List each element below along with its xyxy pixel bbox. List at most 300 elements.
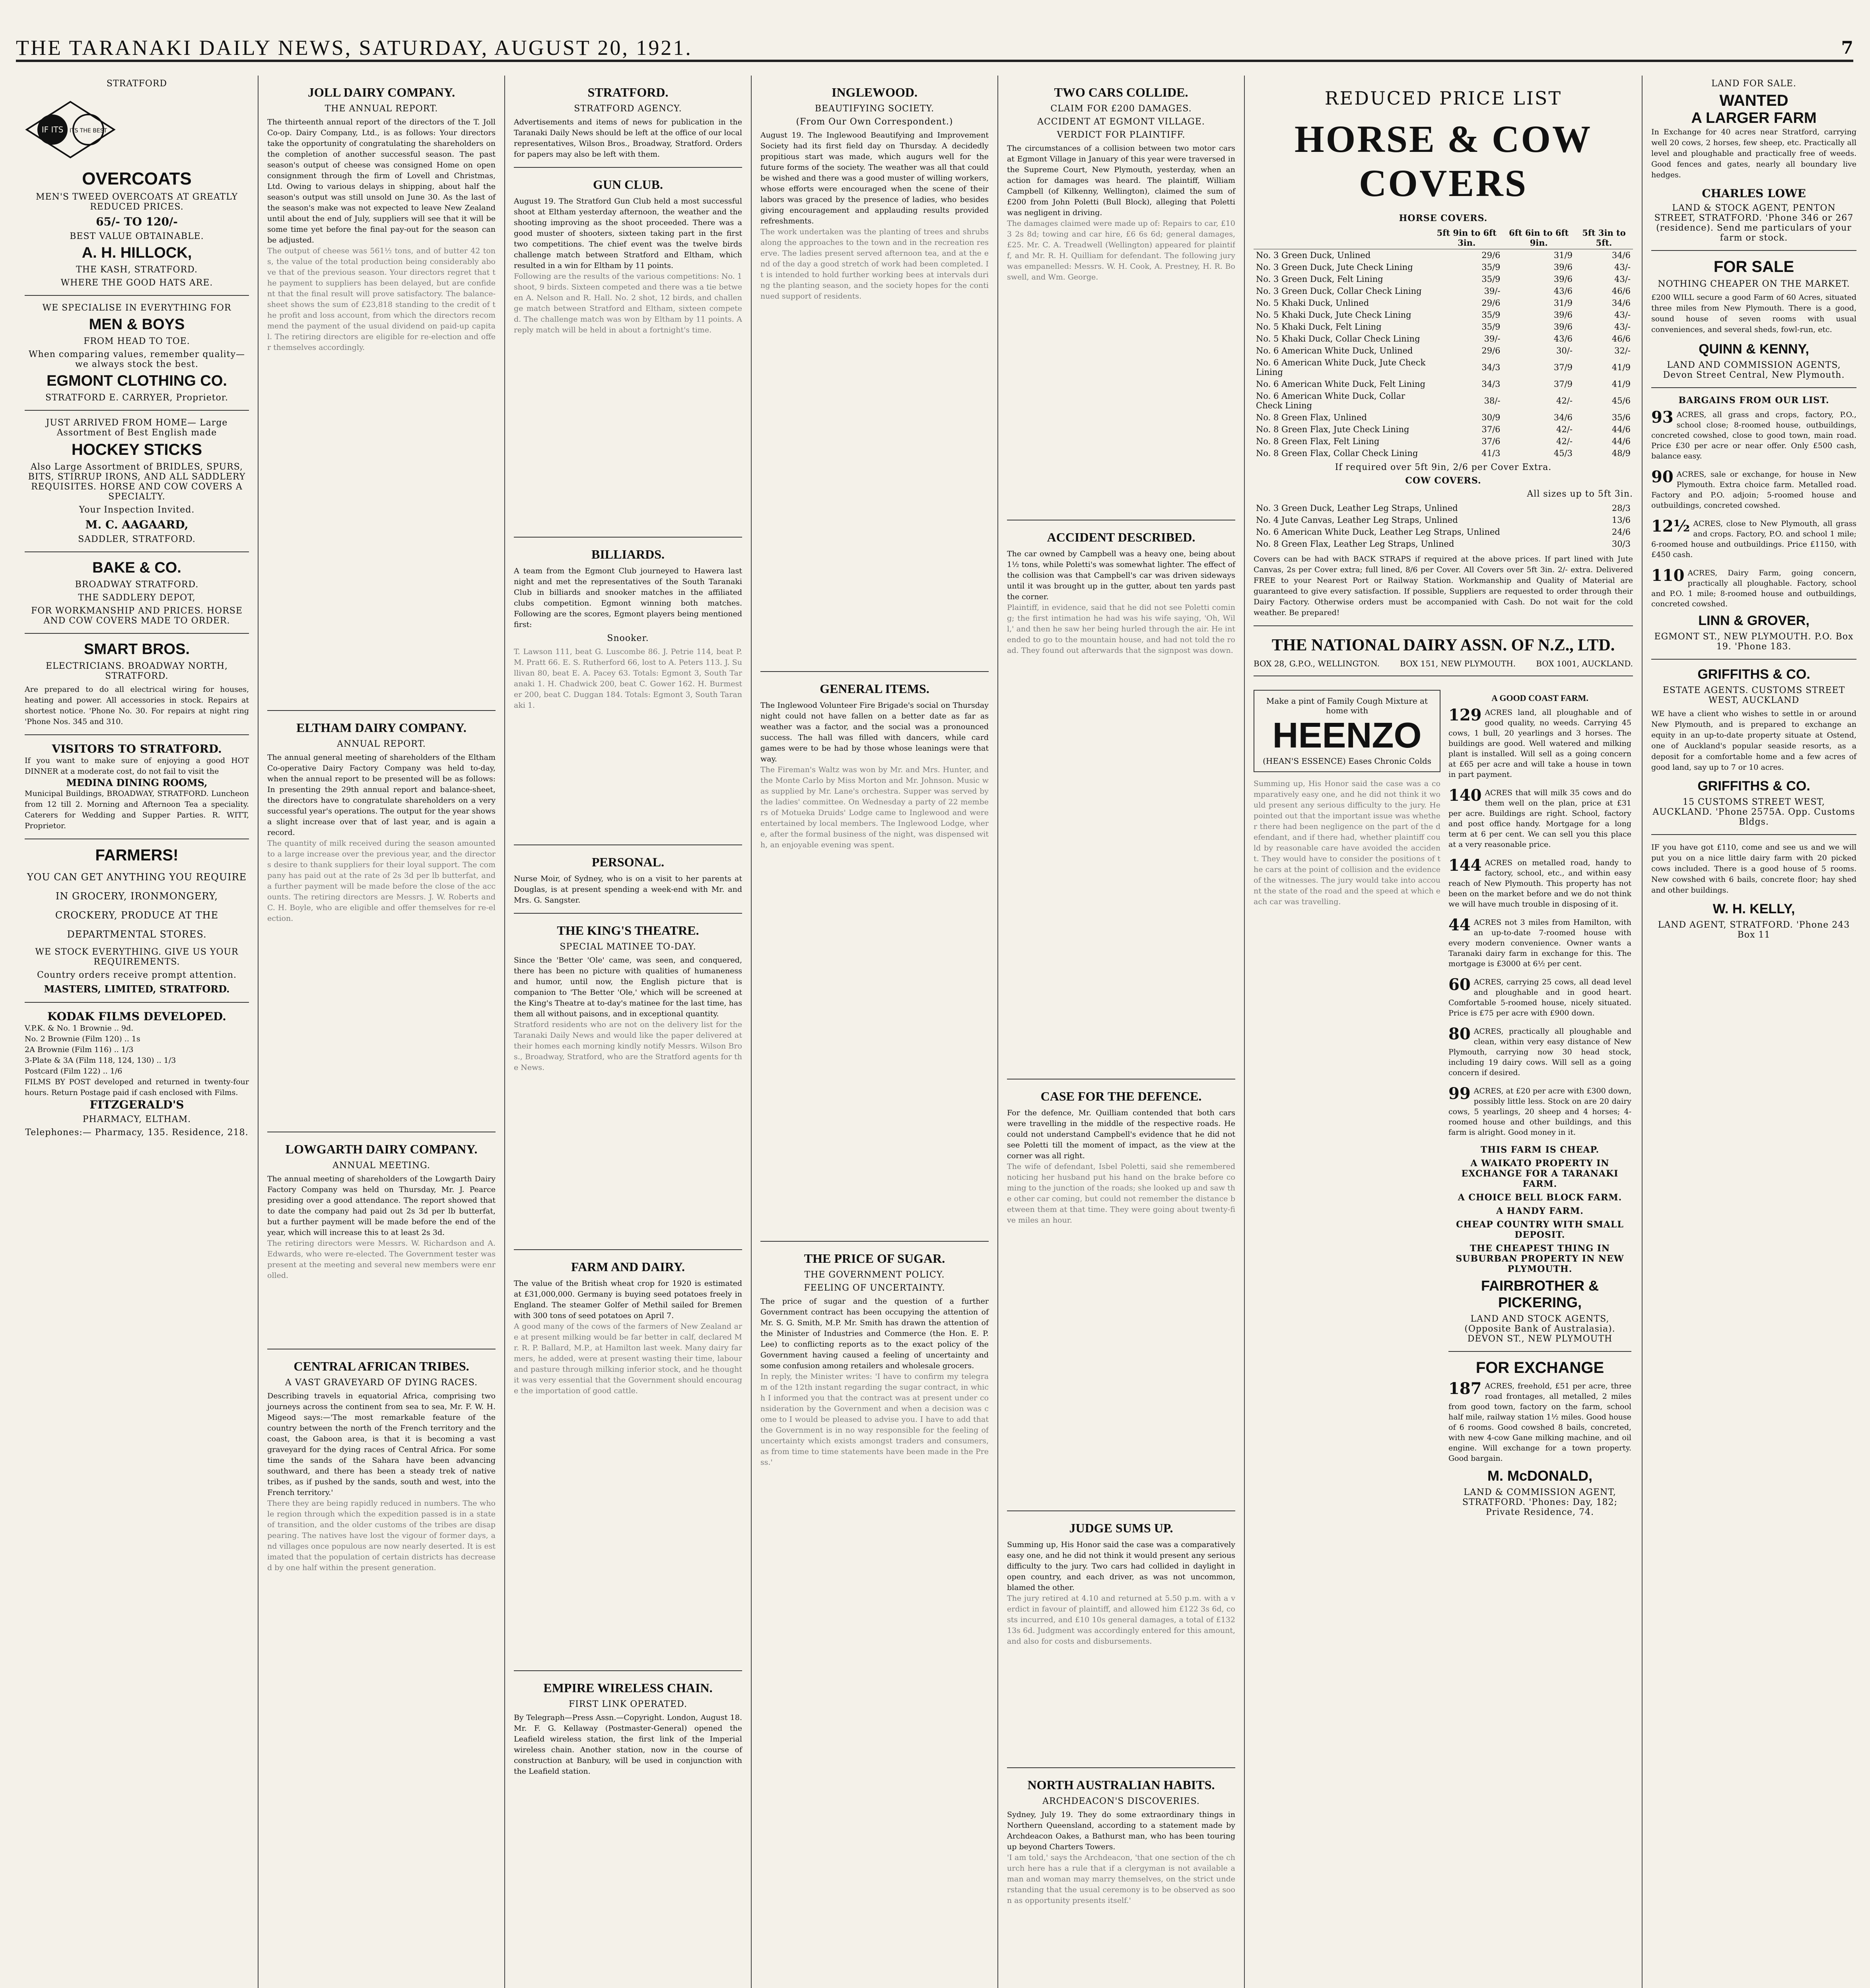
general-items-heading: GENERAL ITEMS. — [820, 681, 929, 696]
page-number: 7 — [1841, 37, 1853, 58]
table-cell: 42/- — [1556, 437, 1573, 446]
table-cell: 29/6 — [1481, 250, 1501, 260]
defence-body: For the defence, Mr. Quilliam contended that both cars were travelling in the middle of the respective roads. He could not understand Campbell's evidence that he did not see Poletti till the moment of impact, as the view at the corner was all right. — [1007, 1109, 1235, 1160]
snooker-heading: Snooker. — [607, 633, 649, 643]
medina-heading: MEDINA DINING ROOMS, — [66, 777, 208, 788]
described-heading: ACCIDENT DESCRIBED. — [1047, 530, 1195, 544]
inglewood-body: August 19. The Inglewood Beautifying and Improvement Society had its first field day on Thursday. A decidedly propitious start was made, which augurs well for the future forms of the society. The weather was all that could be wished and there was a good muster of willing workers, whose efforts were encouraged when the scene of their labors was graced by the presence of ladies, who besides giving encouragement and applauding results provided refreshments. — [760, 131, 989, 225]
listing-item — [1448, 977, 1631, 1018]
table-row — [1254, 321, 1633, 333]
table-cell: No. 8 Green Flax, Leather Leg Straps, Unlined — [1256, 539, 1454, 549]
lowe-sub: LAND & STOCK AGENT, PENTON STREET, STRATFORD. 'Phone 346 or 267 (residence). Send me particulars of your farm or stock. — [1654, 203, 1854, 243]
country-text: Country orders receive prompt attention. — [37, 970, 237, 980]
horse-covers-table — [1254, 227, 1633, 459]
kelly-body: IF you have got £110, come and see us and we will put you on a nice little dairy farm with 20 picked cows included. There is a good house of 5 rooms. New cowshed with 6 bails, concrete floor; hay shed and other buildings. — [1651, 843, 1856, 895]
kelly-sub: LAND AGENT, STRATFORD. 'Phone 243 Box 11 — [1658, 920, 1850, 940]
visitors-heading: VISITORS TO STRATFORD. — [52, 742, 222, 755]
hillock-name: A. H. HILLOCK, — [82, 245, 192, 261]
table-row — [1254, 526, 1633, 538]
judge-heading: JUDGE SUMS UP. — [1069, 1521, 1173, 1535]
column-5 — [998, 76, 1245, 1988]
table-cell: 41/3 — [1481, 448, 1501, 458]
kash-address: THE KASH, STRATFORD. — [76, 265, 198, 275]
fitzgerald-name: FITZGERALD'S — [89, 1098, 184, 1111]
table-cell: 28/3 — [1611, 503, 1631, 513]
joll-heading: JOLL DAIRY COMPANY. — [307, 85, 455, 99]
table-row — [1254, 412, 1633, 423]
listing-number: 90 — [1651, 468, 1674, 486]
described-body: The car owned by Campbell was a heavy one, being about 1½ tons, while Poletti's was somewhat lighter. The effect of the collision was that Campbell's car was driven sideways until it was brought up in the gutter, about ten yards past the corner. — [1007, 549, 1235, 601]
wanted-heading: WANTED — [1719, 92, 1788, 109]
wireless-sub: FIRST LINK OPERATED. — [569, 1699, 687, 1709]
aagaard-sub: SADDLER, STRATFORD. — [78, 534, 196, 544]
heenzo-ad — [1254, 690, 1440, 772]
table-cell: No. 8 Green Flax, Jute Check Lining — [1256, 425, 1409, 434]
table-row — [1254, 447, 1633, 459]
table-cell: No. 8 Green Flax, Felt Lining — [1256, 437, 1380, 446]
aagaard-name: M. C. AAGAARD, — [85, 518, 189, 531]
table-cell: 39/6 — [1553, 322, 1573, 332]
col-header: 6ft 6in to 6ft 9in. — [1503, 227, 1575, 249]
column-3 — [505, 76, 752, 1988]
table-cell: 39/- — [1484, 286, 1501, 296]
beautifying-heading: BEAUTIFYING SOCIETY. — [814, 104, 935, 114]
north-heading: NORTH AUSTRALIAN HABITS. — [1027, 1778, 1215, 1792]
griffiths-body: WE have a client who wishes to settle in or around New Plymouth, and is prepared to exchange an equity in an up-to-date property situate at Ostend, one of Auckland's popular seaside resorts, as a deposit for a comfortable home and a few acres of good land, say up to 7 or 10 acres. — [1651, 709, 1856, 772]
bell-heading: A CHOICE BELL BLOCK FARM. — [1458, 1192, 1622, 1203]
north-sub: ARCHDEACON'S DISCOVERIES. — [1042, 1796, 1200, 1806]
table-cell: No. 5 Khaki Duck, Felt Lining — [1256, 322, 1382, 332]
judge-body: Summing up, His Honor said the case was a comparatively easy one, and he did not think it would present any serious difficulty to the jury. Two cars had collided in daylight in open country, and each driver, as was not uncommon, blamed the other. — [1007, 1540, 1235, 1592]
joll-subheading: THE ANNUAL REPORT. — [325, 104, 438, 114]
table-cell: No. 3 Green Duck, Unlined — [1256, 250, 1371, 260]
listing-number: 12½ — [1651, 517, 1690, 536]
column-4 — [752, 76, 998, 1988]
cow-note: Covers can be had with BACK STRAPS if required at the above prices. If part lined with Jute Canvas, 2s per Cover extra; full lined, 8/6 per Cover. All Covers over 5ft 3in. 2/- extra. Delivered FREE to your Nearest Port or Railway Station. Workmanship and Quality of Material are guaranteed to give every satisfaction. If possible, Suppliers are requested to order through their Dairy Factory. Otherwise orders must be accompanied with Cash. Do not wait for the cold weather. Be prepared! — [1254, 555, 1633, 617]
eltham-heading: ELTHAM DAIRY COMPANY. — [296, 720, 467, 735]
table-cell: No. 6 American White Duck, Unlined — [1256, 346, 1413, 355]
listing-item — [1651, 518, 1856, 560]
bargains-heading: BARGAINS FROM OUR LIST. — [1678, 395, 1829, 406]
column-1 — [16, 76, 259, 1988]
griffiths2-sub: 15 CUSTOMS STREET WEST, AUCKLAND. 'Phone 2575A. Opp. Customs Bldgs. — [1652, 797, 1855, 827]
table-cell: 24/6 — [1611, 527, 1631, 537]
table-row — [1254, 357, 1633, 378]
article-text-block: The retiring directors were Messrs. W. Richardson and A. Edwards, who were re-elected. The Government tester was present at the meeting and several new members were enrolled. — [267, 1239, 496, 1280]
listing-text: ACRES, close to New Plymouth, all grass and crops. Factory, P.O. and school 1 mile; 6-roomed house and outbuildings. Price £1150, with £450 cash. — [1651, 519, 1856, 559]
table-cell: 34/3 — [1481, 379, 1501, 389]
stratford-heading: STRATFORD. — [587, 85, 669, 99]
reduced-price-title: REDUCED PRICE LIST — [1324, 87, 1562, 109]
personal-body: Nurse Moir, of Sydney, who is on a visit to her parents at Douglas, is at present spending a week-end with Mr. and Mrs. G. Sangster. — [514, 874, 742, 905]
table-cell: 41/9 — [1611, 363, 1631, 372]
listing-text: ACRES, sale or exchange, for house in New Plymouth. Extra choice farm. Metalled road. Factory and P.O. adjoin; 5-roomed house and outbuildings, concreted cowshed. — [1651, 470, 1856, 510]
listing-item — [1651, 410, 1856, 461]
table-cell: 30/3 — [1611, 539, 1631, 549]
table-cell: 39/6 — [1553, 310, 1573, 320]
table-cell: 30/9 — [1481, 413, 1501, 422]
table-row — [1254, 285, 1633, 297]
visitors-body: If you want to make sure of enjoying a good HOT DINNER at a moderate cost, do not fail to visit the — [25, 756, 249, 776]
overcoat-price: 65/- TO 120/- — [96, 215, 178, 228]
linn-name: LINN & GROVER, — [1698, 613, 1810, 628]
quinn-sub: LAND AND COMMISSION AGENTS, Devon Street Central, New Plymouth. — [1663, 360, 1845, 380]
eltham-body: The annual general meeting of shareholders of the Eltham Co-operative Dairy Factory Company was held to-day, when the annual report to be presented will be as follows: In presenting the 29th annual report and balance-sheet, the directors have to congratulate shareholders on a very successful year's operations. The output for the year shows a slight increase over that of last year, and is again a record. — [267, 753, 496, 837]
table-cell: No. 6 American White Duck, Leather Leg Straps, Unlined — [1256, 527, 1500, 537]
kodak-line: 2A Brownie (Film 116) .. 1/3 — [25, 1045, 134, 1054]
larger-farm-heading: A LARGER FARM — [1691, 110, 1817, 126]
electricians-text: ELECTRICIANS. BROADWAY NORTH, STRATFORD. — [45, 661, 228, 681]
claim-sub: CLAIM FOR £200 DAMAGES. — [1050, 104, 1192, 114]
workmanship-text: FOR WORKMANSHIP AND PRICES. HORSE AND COW COVERS MADE TO ORDER. — [31, 606, 243, 626]
inspection-text: Your Inspection Invited. — [79, 505, 195, 515]
wireless-body: By Telegraph—Press Assn.—Copyright. London, August 18. Mr. F. G. Kellaway (Postmaster-General) opened the Leafield wireless station, the first link of the Imperial wireless chain. Another station, now in the course of construction at Banbury, will be used in conjunction with the Leafield station. — [514, 1713, 742, 1776]
table-row — [1254, 423, 1633, 435]
listing-number: 93 — [1651, 408, 1674, 427]
table-row — [1254, 309, 1633, 321]
sugar-sub-1: THE GOVERNMENT POLICY. — [804, 1270, 945, 1280]
table-cell: 37/6 — [1481, 437, 1501, 446]
land-sale-heading: LAND FOR SALE. — [1711, 79, 1796, 89]
listing-number: 129 — [1448, 706, 1482, 724]
listing-text: ACRES, Dairy Farm, going concern, practically all ploughable. Factory, school and P.O. 1 mile; 8-roomed house and outbuildings, concreted cowshed. — [1651, 569, 1856, 608]
masthead — [16, 36, 1853, 62]
films-by-post: FILMS BY POST developed and returned in twenty-four hours. Return Postage paid if cash enclosed with Films. — [25, 1077, 249, 1097]
exchange-number: 187 — [1448, 1379, 1482, 1398]
kodak-line: V.P.K. & No. 1 Brownie .. 9d. — [25, 1024, 134, 1033]
table-cell: 37/9 — [1553, 363, 1573, 372]
column-6 — [1245, 76, 1643, 1988]
african-subheading: A VAST GRAVEYARD OF DYING RACES. — [285, 1378, 478, 1388]
listing-item — [1651, 469, 1856, 511]
table-cell: No. 5 Khaki Duck, Jute Check Lining — [1256, 310, 1411, 320]
listing-number: 80 — [1448, 1025, 1471, 1043]
column-2 — [259, 76, 505, 1988]
agency-heading: STRATFORD AGENCY. — [574, 104, 682, 114]
smart-bros-heading: SMART BROS. — [84, 641, 190, 658]
article-text-block: T. Lawson 111, beat G. Luscombe 86. J. Petrie 114, beat P. M. Pratt 66. E. S. Rutherford 66, lost to A. Peters 113. J. Sullivan 80, beat E. A. Pacey 63. Totals: Egmont 3, South Taranaki 1. H. Chadwick 200, beat C. Gower 162. H. Burmester 200, beat C. Duggan 184. Totals: Egmont 3, South Taranaki 1. — [514, 647, 742, 710]
listing-text: ACRES not 3 miles from Hamilton, with an up-to-date 7-roomed house with every modern convenience. Owner wants a Taranaki dairy farm in exchange for this. The mortgage is £3000 at 6½ per cent. — [1448, 918, 1631, 968]
masters-name: MASTERS, LIMITED, STRATFORD. — [44, 983, 230, 995]
table-row — [1254, 502, 1633, 514]
listing-item — [1448, 788, 1631, 850]
bake-sub: BROADWAY STRATFORD. — [75, 580, 199, 590]
table-row — [1254, 249, 1633, 262]
saddlery-depot: THE SADDLERY DEPOT, — [78, 593, 196, 603]
masthead-title: THE TARANAKI DAILY NEWS, SATURDAY, AUGUST 20, 1921. — [16, 36, 692, 60]
table-cell: 34/3 — [1481, 363, 1501, 372]
cheap-heading: THIS FARM IS CHEAP. — [1480, 1145, 1600, 1155]
horse-note: If required over 5ft 9in, 2/6 per Cover Extra. — [1335, 462, 1552, 472]
table-cell: 32/- — [1614, 346, 1631, 355]
nda-box: BOX 151, NEW PLYMOUTH. — [1400, 659, 1516, 668]
table-row — [1254, 297, 1633, 309]
article-text-block: Following are the results of the various competitions: No. 1 shoot, 9 birds. Sixteen competed and there was a tie between A. Nelson and R. Hall. No. 2 shot, 12 birds, and challenge match between Stratford and Eltham, sixteen competed. The challenge match was won by Eltham by 11 points. A reply match will be held in about a fortnight's time. — [514, 272, 742, 334]
article-text-block: There they are being rapidly reduced in numbers. The whole region through which the expedition passed is in a state of transition, and the older customs of the tribes are disappearing. The natives have lost the vigour of former days, and villages once populous are now nearly deserted. It is estimated that the population of certain districts has decreased by one half within the present generation. — [267, 1499, 496, 1572]
inglewood-heading: INGLEWOOD. — [831, 85, 918, 99]
horse-covers-heading: HORSE COVERS. — [1399, 213, 1488, 223]
linn-sub: EGMONT ST., NEW PLYMOUTH. P.O. Box 19. 'Phone 183. — [1654, 632, 1854, 652]
table-cell: No. 8 Green Flax, Collar Check Lining — [1256, 448, 1418, 458]
article-text-block: The jury retired at 4.10 and returned at 5.50 p.m. with a verdict in favour of plaintiff, and allowed him £122 3s 6d, costs incurred, and £10 10s general damages, a total of £132 13s 6d. Judgment was accordingly entered for this amount, and also for costs and disbursements. — [1007, 1594, 1235, 1646]
gun-club-body: August 19. The Stratford Gun Club held a most successful shoot at Eltham yesterday afternoon, the weather and the shooting improving as the shoot proceeded. There was a good muster of shooters, sixteen taking part in the first two competitions. The chief event was the twelve birds challenge match between Stratford and Eltham, which resulted in a win for Eltham by 11 points. — [514, 197, 742, 270]
listing-item — [1651, 568, 1856, 609]
table-cell: No. 3 Green Duck, Leather Leg Straps, Unlined — [1256, 503, 1458, 513]
small-heading: CHEAP COUNTRY WITH SMALL DEPOSIT. — [1456, 1219, 1624, 1240]
nda-boxes — [1254, 659, 1633, 668]
table-cell: 45/3 — [1553, 448, 1573, 458]
pharmacy-text: PHARMACY, ELTHAM. — [82, 1114, 191, 1124]
table-cell: 46/6 — [1611, 286, 1631, 296]
listing-text: ACRES, practically all ploughable and clean, within very easy distance of New Plymouth, carrying now 30 head stock, including 19 dairy cows. Will sell as a going concern if desired. — [1448, 1027, 1631, 1077]
suburban-heading: THE CHEAPEST THING IN SUBURBAN PROPERTY IN NEW PLYMOUTH. — [1456, 1243, 1624, 1274]
farm-dairy-heading: FARM AND DAIRY. — [571, 1260, 685, 1274]
table-cell: 35/9 — [1481, 274, 1501, 284]
hockey-heading: HOCKEY STICKS — [71, 441, 202, 458]
column-7 — [1643, 76, 1865, 1988]
table-cell: 38/- — [1484, 396, 1501, 406]
table-cell: 13/6 — [1611, 515, 1631, 525]
lowe-name: CHARLES LOWE — [1702, 187, 1806, 200]
lowgarth-heading: LOWGARTH DAIRY COMPANY. — [285, 1142, 478, 1156]
article-text-block: Plaintiff, in evidence, said that he did not see Poletti coming; the first intimation he had was his wife saying, 'Oh, Will,' and then he saw her being hurled through the air. He intended to go to the mountain house, and had not told the road. They found out afterwards that the signpost was down. — [1007, 603, 1235, 655]
farmers-body: YOU CAN GET ANYTHING YOU REQUIRE IN GROCERY, IRONMONGERY, CROCKERY, PRODUCE AT THE DEPARTMENTAL STORES. — [27, 872, 247, 940]
billiards-heading: BILLIARDS. — [591, 547, 665, 561]
listing-text: ACRES, all grass and crops, factory, P.O., school close; 8-roomed house, outbuildings, concreted cowshed, close to good town, main road. Price £30 per acre or near offer. Only £500 cash, balance easy. — [1651, 410, 1856, 460]
kodak-heading: KODAK FILMS DEVELOPED. — [47, 1010, 226, 1023]
table-cell: No. 8 Green Flax, Unlined — [1256, 413, 1367, 422]
table-cell: 35/6 — [1611, 413, 1631, 422]
table-cell: 35/9 — [1481, 322, 1501, 332]
sale-body: £200 WILL secure a good Farm of 60 Acres, situated three miles from New Plymouth. There is a good, sound house of seven rooms with usual conveniences, and several sheds, fowl-run, etc. — [1651, 293, 1856, 334]
fairbrother-sub: LAND AND STOCK AGENTS, (Opposite Bank of Australasia). DEVON ST., NEW PLYMOUTH — [1464, 1314, 1615, 1344]
listing-text: ACRES, carrying 25 cows, all dead level and ploughable and in good heart. Comfortable 5-roomed house, nicely situated. Price is £75 per acre with £900 down. — [1448, 978, 1631, 1017]
cars-collide-heading: TWO CARS COLLIDE. — [1054, 85, 1188, 99]
men-boys-heading: MEN & BOYS — [89, 316, 185, 333]
bridles-text: Also Large Assortment of BRIDLES, SPURS, BITS, STIRRUP IRONS, AND ALL SADDLERY REQUISITES. HORSE AND COW COVERS A SPECIALTY. — [28, 462, 246, 502]
stratford-label: STRATFORD — [106, 79, 167, 89]
kodak-line: 3-Plate & 3A (Film 118, 124, 130) .. 1/3 — [25, 1056, 176, 1065]
article-text-block: The wife of defendant, Isbel Poletti, said she remembered noticing her husband put his hand on the brake before coming to the junction of the roads; she looked up and saw the other car coming, but could not remember the distance between them at that time. They were going about twenty-five miles an hour. — [1007, 1162, 1235, 1225]
best-badge-logo — [25, 100, 116, 159]
griffiths-name: GRIFFITHS & CO. — [1697, 667, 1810, 682]
overcoats-heading: OVERCOATS — [82, 169, 192, 188]
lowgarth-body: The annual meeting of shareholders of the Lowgarth Dairy Factory Company was held on Thursday, Mr. J. Pearce presiding over a good attendance. The report showed that to date the company had paid out 2s 3d per lb butterfat, but a further payment will be made before the end of the year, which will increase this to at least 2s 3d. — [267, 1175, 496, 1237]
listing-number: 140 — [1448, 786, 1482, 805]
heenzo-title: HEENZO — [1272, 716, 1422, 755]
eltham-subheading: ANNUAL REPORT. — [337, 739, 426, 749]
table-row — [1254, 435, 1633, 447]
table-cell: No. 3 Green Duck, Collar Check Lining — [1256, 286, 1422, 296]
article-text-block: The quantity of milk received during the season amounted to a large increase over the previous year, and the directors desire to thank suppliers for their loyal support. The company has paid out at the rate of 2s 3d per lb butterfat, and a further payment will be made before the close of the accounts. The retiring directors are Messrs. J. W. Roberts and C. H. Boyle, who are eligible and offer themselves for re-election. — [267, 839, 496, 923]
article-text-block: Stratford residents who are not on the delivery list for the Taranaki Daily News and would like the paper delivered at their homes each morning kindly notify Messrs. Wilson Bros., Broadway, Stratford, who are the Stratford agents for the News. — [514, 1020, 742, 1072]
lowgarth-subheading: ANNUAL MEETING. — [332, 1161, 430, 1171]
table-cell: 42/- — [1556, 396, 1573, 406]
accident-sub: ACCIDENT AT EGMONT VILLAGE. — [1037, 117, 1205, 127]
mens-tweed-text: MEN'S TWEED OVERCOATS AT GREATLY REDUCED PRICES. — [35, 192, 238, 212]
griffiths-sub: ESTATE AGENTS. CUSTOMS STREET WEST, AUCKLAND — [1662, 685, 1845, 705]
table-cell: No. 4 Jute Canvas, Leather Leg Straps, Unlined — [1256, 515, 1458, 525]
listing-number: 144 — [1448, 856, 1482, 875]
listing-text: ACRES on metalled road, handy to factory, school, etc., and within easy reach of New Plymouth. This property has not been on the market before and we do not think we will have much trouble in disposing of it. — [1448, 858, 1631, 909]
kodak-line: Postcard (Film 122) .. 1/6 — [25, 1067, 122, 1076]
correspondent-text: (From Our Own Correspondent.) — [796, 117, 953, 127]
exchange-listing — [1448, 1381, 1631, 1464]
table-cell: 34/6 — [1611, 250, 1631, 260]
article-text-block: The damages claimed were made up of: Repairs to car, £103 2s 8d; towing and car hire, £6 6s 6d; general damages, £25. Mr. C. A. Treadwell (Wellington) appeared for plaintiff, and Mr. R. H. Quilliam for defendant. The following jury was empanelled: Messrs. W. H. Cook, A. Prestney, H. R. Boswell, and Wm. George. — [1007, 219, 1235, 282]
listing-text: ACRES land, all ploughable and of good quality, no weeds. Carrying 45 cows, 1 bull, 20 yearlings and 3 horses. The buildings are good. Well watered and milking plant is installed. Will sell as a going concern at £65 per acre and will take a house in town in part payment. — [1448, 708, 1631, 779]
table-cell: 35/9 — [1481, 310, 1501, 320]
table-cell: 46/6 — [1611, 334, 1631, 344]
table-cell: 42/- — [1556, 425, 1573, 434]
table-cell: 34/6 — [1553, 413, 1573, 422]
col-header: 5ft 9in to 6ft 3in. — [1431, 227, 1503, 249]
exchange-text: ACRES, freehold, £51 per acre, three road frontages, all metalled, 2 miles from good town, factory on the farm, school half mile, railway station 1½ miles. Good house of 6 rooms. Good cowshed 8 bails, concreted, with new 4-cow Gane milking machine, and oil engine. Will exchange for a town property. Good bargain. — [1448, 1382, 1631, 1463]
table-cell: 35/9 — [1481, 262, 1501, 272]
north-body: Sydney, July 19. They do some extraordinary things in Northern Queensland, according to a statement made by Archdeacon Oakes, a Bathurst man, who has been touring up beyond Charters Towers. — [1007, 1810, 1235, 1851]
table-cell: 43/- — [1614, 262, 1631, 272]
article-text-block: A good many of the cows of the farmers of New Zealand are at present milking would be far better in calf, declared Mr. R. P. Ballard, M.P., at Hamilton last week. Many dairy farmers, he added, were at present wasting their time, labour and pasture through milking inferior stock, and he thought it was very essential that the Government should encourage the importation of good cattle. — [514, 1322, 742, 1395]
verdict-sub: VERDICT FOR PLAINTIFF. — [1057, 130, 1186, 140]
listing-number: 60 — [1448, 975, 1471, 994]
sugar-body: The price of sugar and the question of a further Government contract has been occupying the attention of Mr. S. G. Smith, M.P. Mr. Smith has drawn the attention of the Minister of Industries and Commerce (the Hon. E. P. Lee) to conflicting reports as to the exact policy of the Government having caused a feeling of uncertainty and some confusion among retailers and wholesale grocers. — [760, 1297, 989, 1370]
kings-theatre-heading: THE KING'S THEATRE. — [557, 923, 699, 938]
table-row — [1254, 273, 1633, 285]
general-items-body: The Inglewood Volunteer Fire Brigade's social on Thursday night could not have fallen on a better date as far as weather was a factor, and the social was a pronounced success. The hall was filled with dancers, while card games were to be had by those whose leanings were that way. — [760, 701, 989, 763]
listing-item — [1448, 1086, 1631, 1138]
telephones-text: Telephones:— Pharmacy, 135. Residence, 218. — [25, 1128, 249, 1138]
article-text-block: 'I am told,' says the Archdeacon, 'that one section of the church here has a rule that if a clergyman is not available a man and woman may marry themselves, on the strict understanding that the usual ceremony is to be observed as soon as opportunity presents itself.' — [1007, 1853, 1235, 1905]
table-cell: 31/9 — [1553, 298, 1573, 308]
table-row — [1254, 333, 1633, 345]
table-cell: 43/6 — [1553, 334, 1573, 344]
kodak-line: No. 2 Brownie (Film 120) .. 1s — [25, 1035, 140, 1043]
table-cell: 43/- — [1614, 310, 1631, 320]
col-header — [1254, 227, 1431, 249]
table-cell: 45/6 — [1611, 396, 1631, 406]
table-cell: 43/- — [1614, 274, 1631, 284]
listing-number: 99 — [1448, 1084, 1471, 1103]
coast-heading: A GOOD COAST FARM. — [1491, 693, 1588, 703]
waikato-heading: A WAIKATO PROPERTY IN EXCHANGE FOR A TARANAKI FARM. — [1461, 1158, 1619, 1189]
kings-theatre-sub: SPECIAL MATINEE TO-DAY. — [560, 942, 696, 952]
listing-item — [1448, 858, 1631, 909]
egmont-sub: STRATFORD E. CARRYER, Proprietor. — [45, 393, 228, 403]
table-cell: 29/6 — [1481, 346, 1501, 355]
cars-body: The circumstances of a collision between two motor cars at Egmont Village in January of this year were traversed in the Supreme Court, New Plymouth, yesterday, when an action for damages was heard. The plaintiff, William Campbell (of Kilkenny, Wellington), claimed the sum of £200 from John Poletti (Bull Block), alleging that Poletti was negligent in driving. — [1007, 144, 1235, 217]
compare-text: When comparing values, remember quality—we always stock the best. — [28, 349, 245, 369]
article-text-block: The work undertaken was the planting of trees and shrubs along the approaches to the town and in the recreation reserve. The ladies present served afternoon tea, and at the end of the day a good stretch of work had been completed. It is intended to hold further working bees at intervals during the planting season, and the society hopes for the continued support of residents. — [760, 227, 989, 301]
mcdonald-sub: LAND & COMMISSION AGENT, STRATFORD. 'Phones: Day, 182; Private Residence, 74. — [1462, 1487, 1618, 1517]
exchange-heading: FOR EXCHANGE — [1475, 1359, 1604, 1376]
heenzo-pre: Make a pint of Family Cough Mixture at home with — [1266, 696, 1428, 715]
nda-box: BOX 1001, AUCKLAND. — [1536, 659, 1633, 668]
table-row — [1254, 378, 1633, 390]
egmont-clothing-heading: EGMONT CLOTHING CO. — [47, 373, 227, 389]
table-cell: 39/- — [1484, 334, 1501, 344]
badge-left-text: IF ITS — [41, 125, 64, 134]
listing-item — [1448, 1026, 1631, 1078]
column-6-left — [1254, 683, 1440, 1971]
table-cell: 37/9 — [1553, 379, 1573, 389]
larger-farm-body: In Exchange for 40 acres near Stratford, carrying well 20 cows, 2 horses, few sheep, etc. Practically all level and ploughable and practically free of weeds. Good fences and gates, nearly all boundary live hedges. — [1651, 128, 1856, 179]
cow-covers-table — [1254, 502, 1633, 550]
smart-body: Are prepared to do all electrical wiring for houses, heating and power. All accessories in stock. Repairs at shortest notice. 'Phone No. 30. For repairs at night ring 'Phone Nos. 345 and 310. — [25, 685, 249, 726]
where-hats-text: WHERE THE GOOD HATS ARE. — [60, 278, 213, 288]
for-sale-heading: FOR SALE — [1713, 258, 1794, 276]
griffiths2-name: GRIFFITHS & CO. — [1697, 779, 1810, 794]
listing-item — [1448, 917, 1631, 969]
table-cell: No. 6 American White Duck, Collar Check Lining — [1256, 391, 1405, 410]
african-body: Describing travels in equatorial Africa, comprising two journeys across the continent from sea to sea, Mr. F. W. H. Migeod says:—'The most remarkable feature of the country between the north of the French territory and the coast, the Gaboon area, is that it is becoming a vast graveyard for the dying races of Central Africa. For some time the sands of the Sahara have been advancing southward, and there has been a steady trek of native tribes, as if pushed by the sands, south and west, into the French territory.' — [267, 1392, 496, 1497]
just-arrived-text: JUST ARRIVED FROM HOME— Large Assortment of Best English made — [46, 418, 228, 438]
table-cell: 39/6 — [1553, 262, 1573, 272]
sugar-sub-2: FEELING OF UNCERTAINTY. — [804, 1283, 945, 1293]
listing-item — [1448, 707, 1631, 780]
article-text-block: In reply, the Minister writes: 'I have to confirm my telegram of the 12th instant regarding the sugar contract, in which I informed you that the contract was at present under consideration by the Government and when a decision was come to I would be pleased to advise you. I have to add that the Government is in no way responsible for the feeling of uncertainty which exists amongst traders and consumers, as from time to time statements have been made in the Press.' — [760, 1372, 989, 1467]
defence-heading: CASE FOR THE DEFENCE. — [1040, 1089, 1202, 1103]
table-row — [1254, 345, 1633, 357]
best-value-text: BEST VALUE OBTAINABLE. — [70, 231, 204, 241]
sugar-heading: THE PRICE OF SUGAR. — [804, 1251, 945, 1266]
table-cell: No. 6 American White Duck, Felt Lining — [1256, 379, 1425, 389]
agency-body: Advertisements and items of news for publication in the Taranaki Daily News should be left at the office of our local representatives, Wilson Bros., Broadway, Stratford. Orders for papers may also be left with them. — [514, 118, 742, 159]
badge-right-text: ITS THE BEST — [69, 128, 107, 134]
cow-covers-heading: COW COVERS. — [1405, 476, 1481, 486]
table-cell: 43/- — [1614, 322, 1631, 332]
table-cell: No. 3 Green Duck, Jute Check Lining — [1256, 262, 1413, 272]
wireless-heading: EMPIRE WIRELESS CHAIN. — [543, 1681, 713, 1695]
stock-text: WE STOCK EVERYTHING. GIVE US YOUR REQUIREMENTS. — [35, 947, 239, 967]
table-cell: 30/- — [1556, 346, 1573, 355]
table-cell: 44/6 — [1611, 437, 1631, 446]
farm-dairy-body: The value of the British wheat crop for 1920 is estimated at £31,000,000. Germany is buying seed potatoes freely in England. The steamer Golfer of Methil sailed for Bremen with 300 tons of seed potatoes on April 7. — [514, 1279, 742, 1320]
bake-heading: BAKE & CO. — [92, 559, 181, 576]
kelly-name: W. H. KELLY, — [1713, 901, 1795, 916]
table-cell: 48/9 — [1611, 448, 1631, 458]
table-row — [1254, 514, 1633, 526]
listing-number: 44 — [1448, 916, 1471, 934]
joll-body: The thirteenth annual report of the directors of the T. Joll Co-op. Dairy Company, Ltd., is as follows: Your directors take the opportunity of congratulating the shareholders on the completion of another successful season. The past season's output of cheese was consigned Home on open consignment through the firm of Lovell and Christmas, Ltd. Owing to various delays in shipping, about half the season's output was still unsold on June 30. As the last of the season's make was not expected to leave New Zealand until about the end of July, suppliers will see that it will be some time yet before the final pay-out for the season can be adjusted. — [267, 118, 496, 245]
table-cell: No. 5 Khaki Duck, Collar Check Lining — [1256, 334, 1420, 344]
table-cell: 43/6 — [1553, 286, 1573, 296]
listing-number: 110 — [1651, 566, 1685, 585]
table-cell: 31/9 — [1553, 250, 1573, 260]
gun-club-heading: GUN CLUB. — [593, 177, 663, 192]
article-text-block: Summing up, His Honor said the case was a comparatively easy one, and he did not think it would present any serious difficulty to the jury. He pointed out that the important issue was whether there had been negligence on the part of the defendant, and if there had, whether plaintiff could by reasonable care have avoided the accident. They would have to consider the positions of the cars at the point of collision and the evidence of the witnesses. The jury would take into account the state of the road and the speed at which each car was travelling. — [1254, 779, 1440, 906]
billiards-body: A team from the Egmont Club journeyed to Hawera last night and met the representatives of the South Taranaki Club in billiards and snooker matches in the affiliated clubs competition. Egmont winning both matches. Following are the scores, Egmont players being mentioned first: — [514, 567, 742, 629]
nda-heading: THE NATIONAL DAIRY ASSN. OF N.Z., LTD. — [1271, 636, 1615, 654]
specialise-text: WE SPECIALISE IN EVERYTHING FOR — [42, 303, 231, 313]
farmers-heading: FARMERS! — [95, 846, 179, 864]
table-cell: 34/6 — [1611, 298, 1631, 308]
heenzo-sub: (HEAN'S ESSENCE) Eases Chronic Colds — [1263, 756, 1431, 766]
column-6-lower — [1254, 683, 1633, 1971]
handy-heading: A HANDY FARM. — [1496, 1206, 1584, 1216]
table-cell: No. 6 American White Duck, Jute Check Lining — [1256, 358, 1426, 377]
column-6-right — [1448, 683, 1631, 1971]
table-row — [1254, 390, 1633, 412]
nothing-cheaper: NOTHING CHEAPER ON THE MARKET. — [1658, 279, 1850, 289]
table-cell: No. 3 Green Duck, Felt Lining — [1256, 274, 1383, 284]
article-text-block: The Fireman's Waltz was won by Mr. and Mrs. Hunter, and the Monte Carlo by Miss Morton and Mr. Johnson. Music was supplied by Mr. Lane's orchestra. Supper was served by the ladies' committee. On Wednesday a party of 22 members of Motueka Druids' Lodge came to Inglewood and were entertained by local members. The Inglewood Lodge, where, after the formal business of the night, was dispensed with, an enjoyable evening was spent. — [760, 765, 989, 849]
mcdonald-name: M. McDONALD, — [1487, 1468, 1592, 1484]
head-toe-text: FROM HEAD TO TOE. — [84, 336, 190, 346]
covers-title: HORSE & COW COVERS — [1294, 118, 1592, 204]
african-heading: CENTRAL AFRICAN TRIBES. — [294, 1359, 469, 1373]
table-cell: 29/6 — [1481, 298, 1501, 308]
kings-theatre-body: Since the 'Better 'Ole' came, was seen, and conquered, there has been no picture with qualities of humaneness and humor, until now, the English picture that is companion to 'The Better 'Ole,' which will be screened at the King's Theatre at to-day's matinee for the last time, has them all without paisons, and in exceptional quantity. — [514, 956, 742, 1018]
